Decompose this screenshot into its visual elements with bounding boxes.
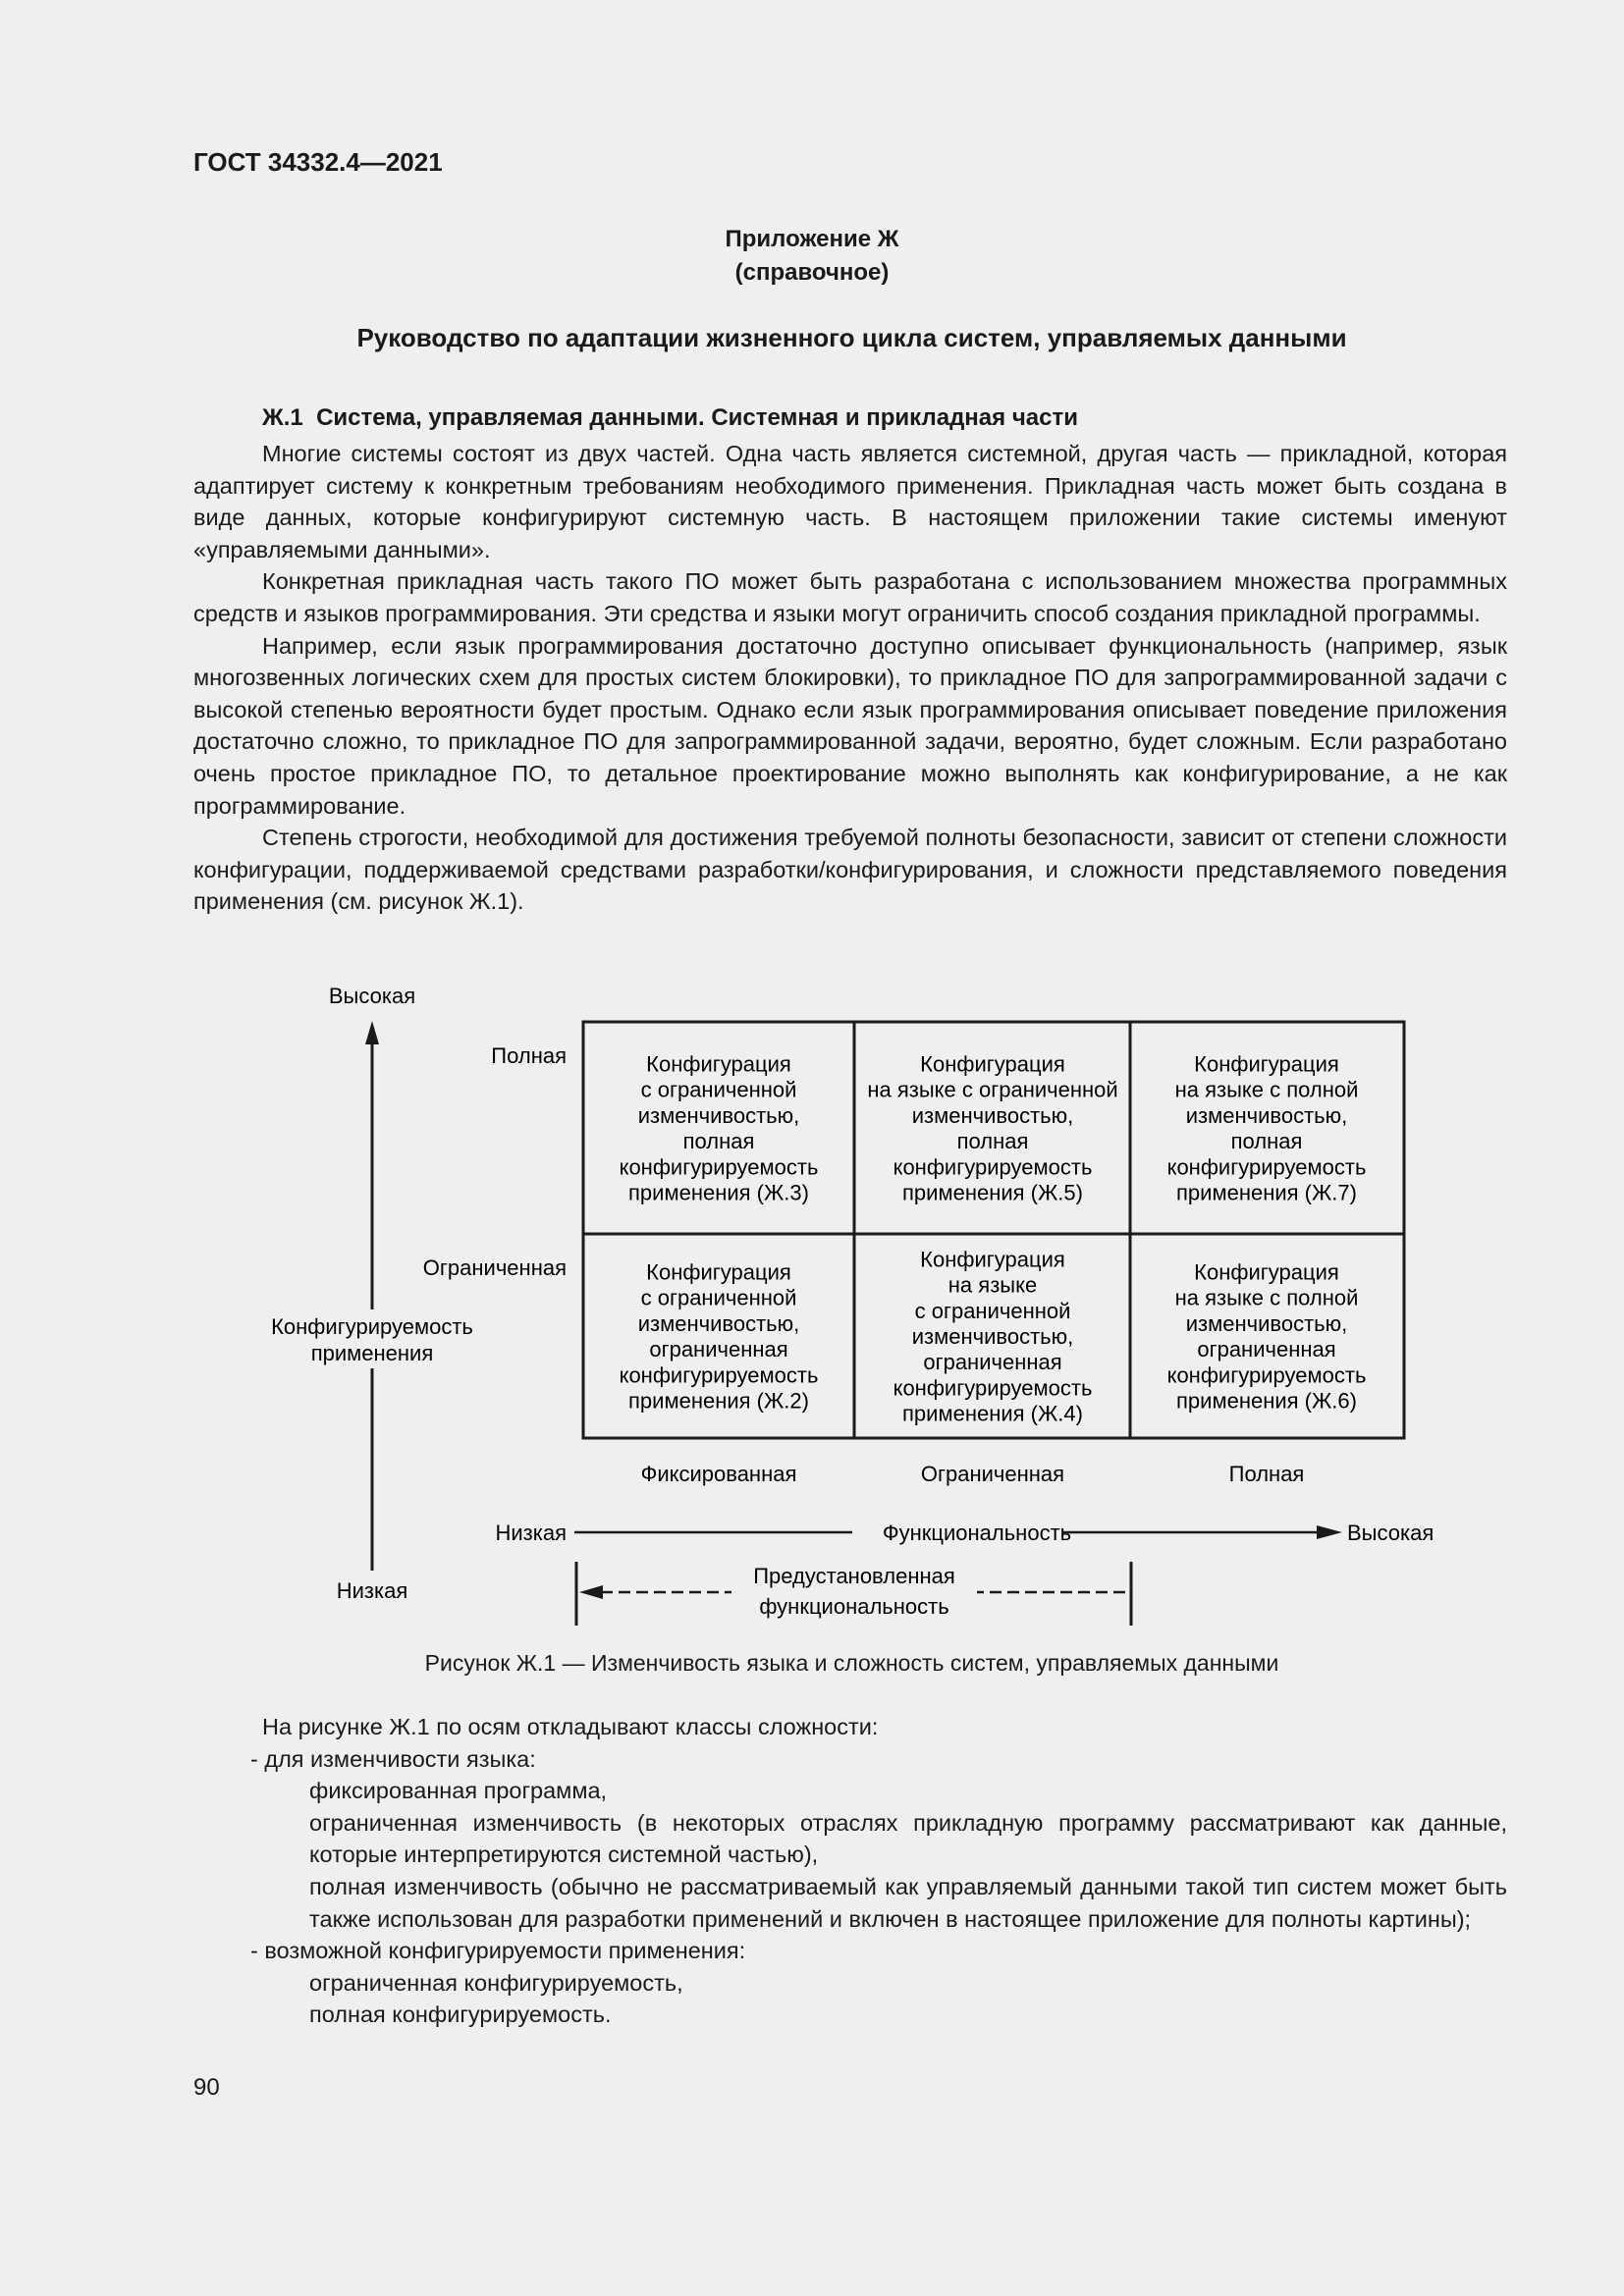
- matrix-cell-text: конфигурируемость: [619, 1362, 819, 1388]
- matrix-cell-text: Конфигурация: [646, 1051, 791, 1077]
- row-label-limited: Ограниченная: [422, 1255, 567, 1280]
- matrix-cell-text: применения (Ж.5): [902, 1180, 1083, 1205]
- matrix-cell-text: изменчивостью,: [1185, 1310, 1348, 1336]
- matrix-cell-text: на языке с полной: [1174, 1285, 1359, 1310]
- y-axis-bottom-label: Низкая: [336, 1578, 408, 1603]
- matrix-cells: [620, 1052, 1367, 1426]
- col-label-full: Полная: [1228, 1462, 1305, 1486]
- matrix-cell-text: с ограниченной: [640, 1285, 797, 1310]
- x-axis-arrow-icon: [1317, 1525, 1342, 1539]
- x-axis-label: Функциональность: [882, 1521, 1072, 1545]
- matrix-cell-text: применения (Ж.4): [902, 1401, 1083, 1426]
- matrix-cell-text: Конфигурация: [1194, 1051, 1339, 1077]
- matrix-cell-text: на языке: [947, 1272, 1038, 1298]
- list-group-title: - для изменчивости языка:: [250, 1745, 536, 1772]
- paragraph: Степень строгости, необходимой для достижения требуемой полноты безопасности, зависит от степени сложности конфигурации, поддерживаемой средствами разработки/конфигурирования, и сложности представляемого поведения применения (см. рисунок Ж.1).: [193, 825, 1507, 915]
- row-label-full: Полная: [491, 1043, 567, 1068]
- matrix-cell-text: применения (Ж.3): [628, 1180, 809, 1205]
- x-axis-left-label: Низкая: [495, 1521, 567, 1545]
- matrix-cell-text: с ограниченной: [914, 1298, 1071, 1323]
- matrix-cell-text: конфигурируемость: [893, 1154, 1093, 1180]
- matrix-cell-text: на языке с ограниченной: [867, 1077, 1118, 1102]
- y-axis-label-line2: применения: [310, 1341, 434, 1365]
- matrix-cell-text: изменчивостью,: [637, 1310, 800, 1336]
- paragraph: Конкретная прикладная часть такого ПО может быть разработана с использованием множества программных средств и языков программирования. Эти средства и языки могут ограничить способ создания прикладной программы.: [193, 568, 1507, 626]
- annex-status: (справочное): [734, 259, 890, 286]
- matrix-cell-text: конфигурируемость: [1166, 1154, 1367, 1180]
- list-item: полная конфигурируемость.: [309, 2002, 612, 2028]
- y-axis-top-label: Высокая: [328, 984, 416, 1008]
- matrix-cell-text: конфигурируемость: [1166, 1362, 1367, 1388]
- list-intro: На рисунке Ж.1 по осям откладывают классы сложности:: [262, 1714, 879, 1739]
- col-label-limited: Ограниченная: [920, 1462, 1065, 1486]
- complexity-list: [250, 1711, 1507, 2031]
- matrix-cell-text: применения (Ж.2): [628, 1388, 809, 1414]
- matrix-cell-text: полная: [956, 1129, 1029, 1154]
- col-label-fixed: Фиксированная: [640, 1462, 797, 1486]
- matrix-cell-text: ограниченная: [1197, 1337, 1336, 1362]
- matrix-cell-text: ограниченная: [649, 1337, 788, 1362]
- matrix-cell-text: Конфигурация: [646, 1259, 791, 1285]
- annex-title: Руководство по адаптации жизненного цикла систем, управляемых данными: [356, 323, 1347, 352]
- document-number: ГОСТ 34332.4—2021: [193, 147, 443, 177]
- matrix-cell-text: изменчивостью,: [1185, 1102, 1348, 1128]
- matrix-cell-text: изменчивостью,: [637, 1102, 800, 1128]
- preset-label-line1: Предустановленная: [753, 1564, 955, 1588]
- paragraph: Многие системы состоят из двух частей. Одна часть является системной, другая часть — прикладной, которая адаптирует систему к конкретным требованиям необходимого применения. Прикладная часть может быть создана в виде данных, которые конфигурируют системную часть. В настоящем приложении такие системы именуют «управляемыми данными».: [193, 441, 1507, 562]
- matrix-cell-text: конфигурируемость: [893, 1375, 1093, 1401]
- matrix-cell-text: с ограниченной: [640, 1077, 797, 1102]
- matrix-cell-text: Конфигурация: [920, 1051, 1065, 1077]
- paragraph: Например, если язык программирования достаточно доступно описывает функциональность (например, язык многозвенных логических схем для простых систем блокировки), то прикладное ПО для запрограммированной задачи с высокой степенью вероятности будет простым. Однако если язык программирования описывает поведение приложения достаточно сложно, то прикладное ПО для запрограммированной задачи, вероятно, будет сложным. Если разработано очень простое прикладное ПО, то детальное проектирование можно выполнять как конфигурирование, а не как программирование.: [193, 632, 1507, 819]
- section-number: Ж.1: [262, 404, 303, 431]
- list-item: полная изменчивость (обычно не рассматриваемый как управляемый данными такой тип систем может быть также использован для разработки применений и включен в настоящее приложение для полноты картины);: [309, 1873, 1507, 1932]
- matrix-cell-text: ограниченная: [923, 1350, 1062, 1375]
- matrix-cell-text: полная: [682, 1129, 755, 1154]
- section-title: Система, управляемая данными. Системная и прикладная части: [316, 404, 1078, 431]
- matrix-cell-text: Конфигурация: [1194, 1259, 1339, 1285]
- matrix-cell-text: конфигурируемость: [619, 1154, 819, 1180]
- matrix-cell-text: полная: [1230, 1129, 1303, 1154]
- y-axis-arrow-icon: [365, 1021, 379, 1044]
- matrix-cell-text: Конфигурация: [920, 1247, 1065, 1272]
- matrix-cell-text: применения (Ж.7): [1176, 1180, 1357, 1205]
- matrix-cell-text: изменчивостью,: [911, 1324, 1074, 1349]
- list-item: фиксированная программа,: [309, 1778, 608, 1804]
- page-number: 90: [193, 2074, 220, 2101]
- figure-caption: Рисунок Ж.1 — Изменчивость языка и сложность систем, управляемых данными: [424, 1650, 1279, 1676]
- matrix-cell-text: на языке с полной: [1174, 1077, 1359, 1102]
- matrix-cell-text: изменчивостью,: [911, 1102, 1074, 1128]
- list-group-title: - возможной конфигурируемости применения:: [250, 1938, 746, 1964]
- annex-name: Приложение Ж: [725, 226, 899, 252]
- y-axis-label-line1: Конфигурируемость: [271, 1314, 473, 1339]
- x-axis-right-label: Высокая: [1347, 1521, 1435, 1545]
- preset-arrow-icon: [579, 1585, 603, 1599]
- matrix-cell-text: применения (Ж.6): [1176, 1388, 1357, 1414]
- preset-label-line2: функциональность: [759, 1594, 949, 1619]
- list-item: ограниченная конфигурируемость,: [309, 1969, 683, 1996]
- list-item: ограниченная изменчивость (в некоторых отраслях прикладную программу рассматривают как данные, которые интерпретируются системной частью),: [309, 1809, 1507, 1868]
